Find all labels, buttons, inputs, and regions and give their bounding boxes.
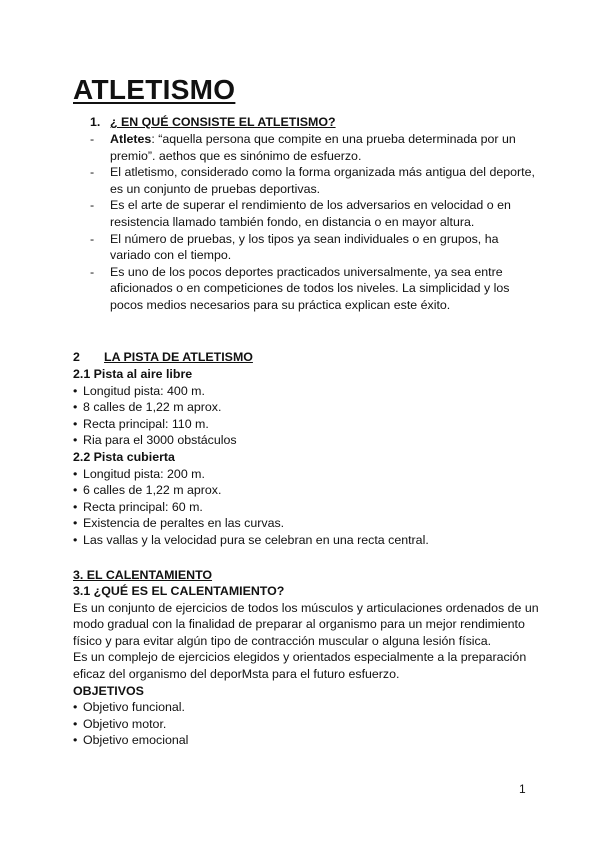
- item-text: El número de pruebas, y los tipos ya sean individuales o en grupos, ha variado con el tiempo.: [110, 231, 499, 263]
- list-item: [73, 699, 543, 716]
- bullet: •: [73, 416, 78, 431]
- item-text: El atletismo, considerado como la forma organizada más antigua del deporte, es un conjunto de pruebas deportivas.: [110, 165, 535, 196]
- bullet: •: [73, 716, 78, 731]
- item-text: Objetivo funcional.: [83, 700, 185, 715]
- bullet: •: [73, 400, 78, 415]
- section3-body: [73, 583, 543, 749]
- section3-heading: 3. EL CALENTAMIENTO: [73, 568, 213, 582]
- subsection-heading: 2.1 Pista al aire libre: [73, 367, 193, 381]
- list-item: [73, 383, 543, 400]
- dash-marker: -: [90, 198, 95, 213]
- item-text: Objetivo motor.: [83, 716, 167, 731]
- dash-marker: -: [90, 165, 95, 180]
- bullet: •: [73, 733, 78, 748]
- item-text: Es uno de los pocos deportes practicados universalmente, ya sea entre aficionados o en competiciones de todos los niveles. La simplicidad y los pocos medios necesarios para su práctica explican este éxito.: [110, 264, 510, 312]
- paragraph: Es un complejo de ejercicios elegidos y orientados especialmente a la preparación eficaz del organismo del deporMsta para el futuro esfuerzo.: [73, 650, 527, 681]
- item-text: : “aquella persona que compite en una prueba determinada por un premio”. aethos que es sinónimo de esfuerzo.: [110, 132, 516, 163]
- list-item: [90, 197, 535, 230]
- item-text: Las vallas y la velocidad pura se celebran en una recta central.: [83, 532, 429, 547]
- subsection-heading: 3.1 ¿QUÉ ES EL CALENTAMIENTO?: [73, 584, 285, 598]
- list-item: [73, 515, 543, 532]
- objectives-heading: OBJETIVOS: [73, 683, 144, 698]
- list-item: [73, 482, 543, 499]
- item-text: Es el arte de superar el rendimiento de los adversarios en velocidad o en resistencia llamado también fondo, en distancia o en mayor altura.: [110, 198, 511, 229]
- list-item: [73, 399, 543, 416]
- dash-marker: -: [90, 132, 95, 146]
- item-text: 8 calles de 1,22 m aprox.: [83, 400, 222, 415]
- bullet: •: [73, 383, 78, 398]
- bullet: •: [73, 466, 78, 481]
- bullet: •: [73, 499, 78, 514]
- subsection-heading: 2.2 Pista cubierta: [73, 450, 175, 464]
- term-atletes: Atletes: [110, 132, 152, 146]
- list-item: [73, 499, 543, 516]
- list-item: [90, 164, 535, 197]
- list-item: [90, 264, 535, 314]
- list-item: [73, 732, 543, 749]
- list-item: [73, 716, 543, 733]
- subsection-2-1: [73, 366, 543, 449]
- dash-marker: -: [90, 264, 95, 279]
- item-text: Existencia de peraltes en las curvas.: [83, 516, 285, 531]
- bullet: •: [73, 433, 78, 448]
- list-item: [90, 231, 535, 264]
- section1-list: [90, 131, 535, 314]
- dash-marker: -: [90, 231, 95, 246]
- subsection-2-2: [73, 449, 543, 549]
- item-text: Longitud pista: 400 m.: [83, 383, 205, 398]
- item-text: Recta principal: 110 m.: [83, 416, 209, 431]
- section1-number: 1.: [90, 115, 101, 129]
- list-item: [73, 466, 543, 483]
- list-item: [90, 131, 535, 164]
- bullet: •: [73, 700, 78, 715]
- item-text: Recta principal: 60 m.: [83, 499, 203, 514]
- section2-heading: LA PISTA DE ATLETISMO: [104, 350, 253, 364]
- section2-number: 2: [73, 350, 80, 364]
- item-text: 6 calles de 1,22 m aprox.: [83, 483, 222, 498]
- item-text: Longitud pista: 200 m.: [83, 466, 205, 481]
- item-text: Objetivo emocional: [83, 733, 189, 748]
- page-number: 1: [519, 782, 526, 796]
- paragraph: Es un conjunto de ejercicios de todos los músculos y articulaciones ordenados de un modo gradual con la finalidad de preparar al organismo para un mejor rendimiento físico y para evitar algún tipo de contracción muscular o alguna lesión física.: [73, 600, 539, 648]
- item-text: Ria para el 3000 obstáculos: [83, 433, 237, 448]
- page-title: ATLETISMO: [73, 74, 236, 105]
- bullet: •: [73, 516, 78, 531]
- list-item: [73, 416, 543, 433]
- section1-heading: ¿ EN QUÉ CONSISTE EL ATLETISMO?: [110, 115, 336, 129]
- bullet: •: [73, 483, 78, 498]
- list-item: [73, 532, 543, 549]
- list-item: [73, 432, 543, 449]
- bullet: •: [73, 532, 78, 547]
